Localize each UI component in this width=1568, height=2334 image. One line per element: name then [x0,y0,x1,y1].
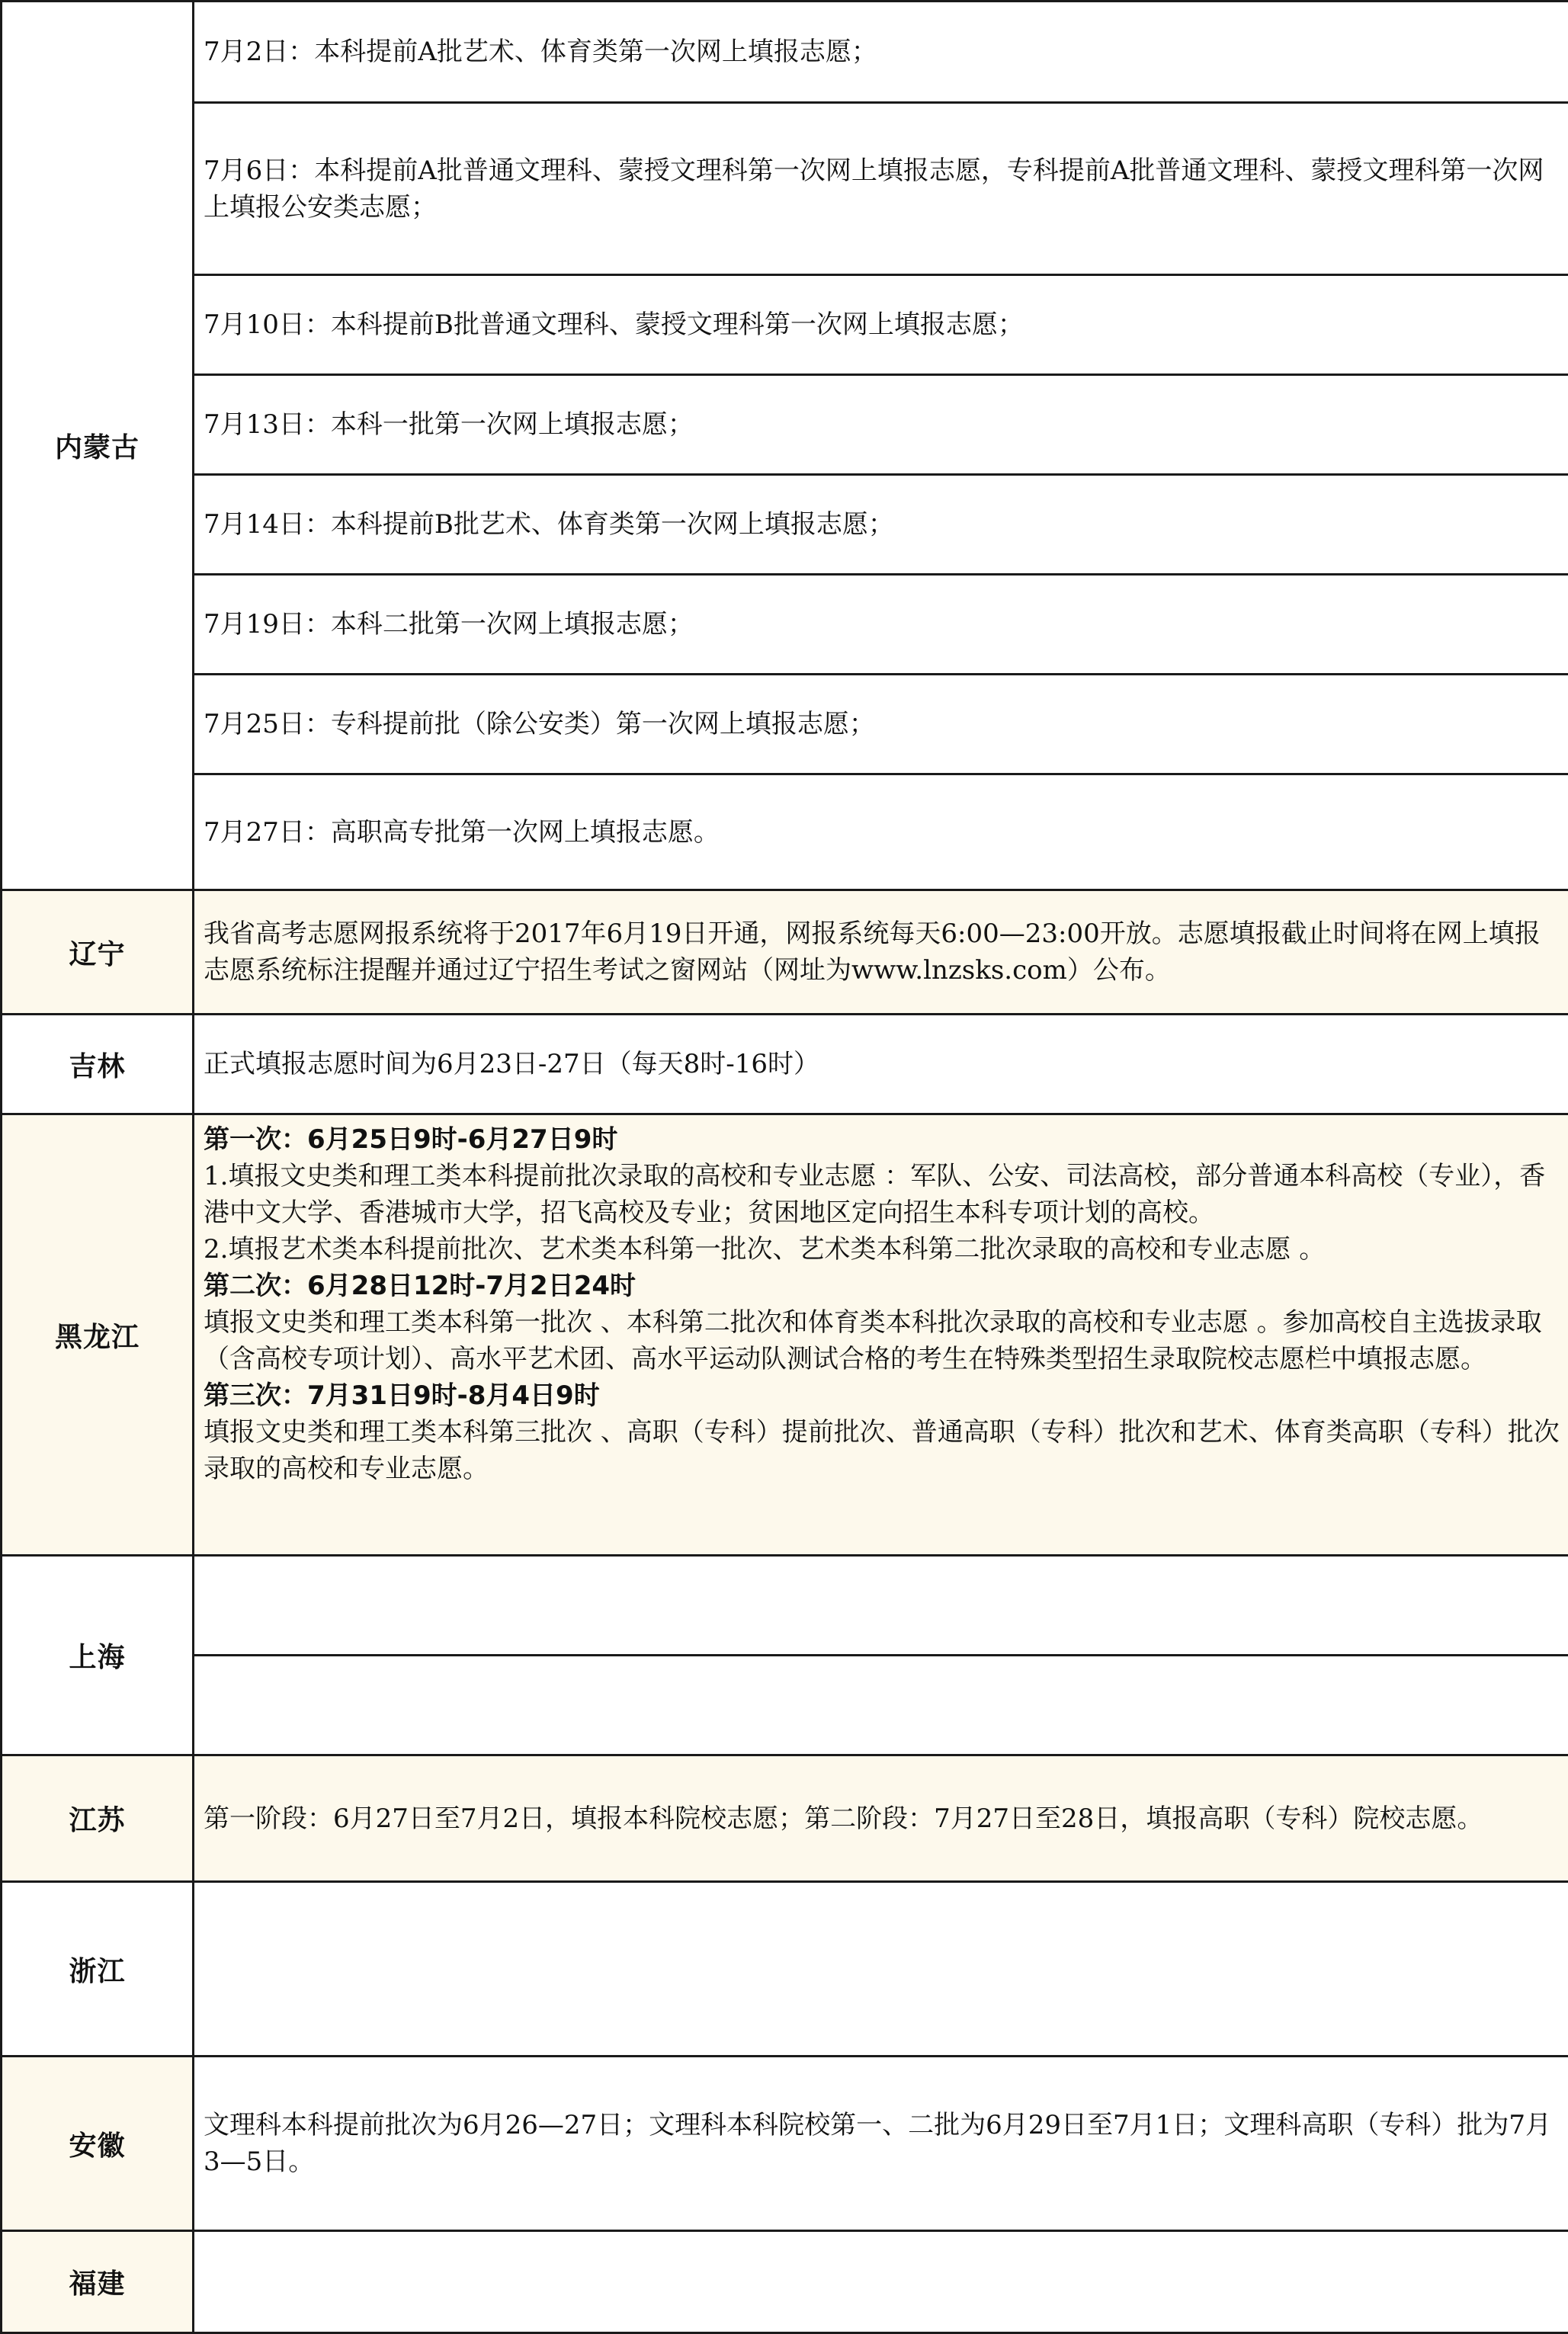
schedule-item: 7月27日：高职高专批第一次网上填报志愿。 [194,774,1568,890]
province-cell-jiangsu: 江苏 [2,1755,194,1882]
schedule-text: 文理科本科提前批次为6月26—27日；文理科本科院校第一、二批为6月29日至7月1日；文理科高职（专科）批为7月3—5日。 [194,2057,1568,2231]
province-cell-jilin: 吉林 [2,1015,194,1114]
schedule-item: 7月19日：本科二批第一次网上填报志愿； [194,575,1568,675]
table-row [2,1114,1568,1556]
table-row [2,2,1568,103]
round-one-title: 第一次：6月25日9时-6月27日9时 [204,1121,1562,1158]
table-row [2,1556,1568,1656]
table-row [2,2231,1568,2333]
empty-cell [194,1556,1568,1656]
schedule-item: 7月2日：本科提前A批艺术、体育类第一次网上填报志愿； [194,2,1568,103]
table-row [2,1755,1568,1882]
table-row [2,675,1568,774]
table-row [2,1656,1568,1755]
province-cell-zhejiang: 浙江 [2,1882,194,2057]
province-cell-liaoning: 辽宁 [2,890,194,1015]
empty-cell [194,2231,1568,2333]
table-row [2,890,1568,1015]
round-one-item-2: 2.填报艺术类本科提前批次、艺术类本科第一批次、艺术类本科第二批次录取的高校和专业志愿 。 [204,1231,1562,1268]
province-cell-shanghai: 上海 [2,1556,194,1755]
schedule-text: 正式填报志愿时间为6月23日-27日（每天8时-16时） [194,1015,1568,1114]
schedule-text: 我省高考志愿网报系统将于2017年6月19日开通，网报系统每天6:00—23:00开放。志愿填报截止时间将在网上填报志愿系统标注提醒并通过辽宁招生考试之窗网站（网址为www.lnzsks.com）公布。 [194,890,1568,1015]
table-row [2,774,1568,890]
table-row [2,103,1568,275]
table-row [2,275,1568,375]
schedule-text: 第一阶段：6月27日至7月2日，填报本科院校志愿；第二阶段：7月27日至28日，填报高职（专科）院校志愿。 [194,1755,1568,1882]
schedule-item: 7月13日：本科一批第一次网上填报志愿； [194,375,1568,475]
empty-cell [194,1656,1568,1755]
table-row [2,475,1568,575]
schedule-item: 7月25日：专科提前批（除公安类）第一次网上填报志愿； [194,675,1568,774]
round-three-title: 第三次：7月31日9时-8月4日9时 [204,1377,1562,1414]
round-one-item-1: 1.填报文史类和理工类本科提前批次录取的高校和专业志愿 ：军队、公安、司法高校，部分普通本科高校（专业），香港中文大学、香港城市大学，招飞高校及专业；贫困地区定向招生本科专项计划的高校。 [204,1158,1562,1231]
province-cell-fujian: 福建 [2,2231,194,2333]
table-row [2,2057,1568,2231]
schedule-item: 7月14日：本科提前B批艺术、体育类第一次网上填报志愿； [194,475,1568,575]
round-three-text: 填报文史类和理工类本科第三批次 、高职（专科）提前批次、普通高职（专科）批次和艺术、体育类高职（专科）批次录取的高校和专业志愿。 [204,1414,1562,1487]
province-cell-neimenggu: 内蒙古 [2,2,194,890]
table-row [2,375,1568,475]
table-row [2,1015,1568,1114]
schedule-text-block [194,1114,1568,1556]
schedule-item: 7月10日：本科提前B批普通文理科、蒙授文理科第一次网上填报志愿； [194,275,1568,375]
province-cell-heilongjiang: 黑龙江 [2,1114,194,1556]
table-row [2,575,1568,675]
empty-cell [194,1882,1568,2057]
round-two-title: 第二次：6月28日12时-7月2日24时 [204,1268,1562,1304]
province-cell-anhui: 安徽 [2,2057,194,2231]
round-two-text: 填报文史类和理工类本科第一批次 、本科第二批次和体育类本科批次录取的高校和专业志愿 。参加高校自主选拔录取（含高校专项计划）、高水平艺术团、高水平运动队测试合格的考生在特殊类型招生录取院校志愿栏中填报志愿。 [204,1304,1562,1377]
table-row [2,1882,1568,2057]
schedule-item: 7月6日：本科提前A批普通文理科、蒙授文理科第一次网上填报志愿，专科提前A批普通文理科、蒙授文理科第一次网上填报公安类志愿； [194,103,1568,275]
